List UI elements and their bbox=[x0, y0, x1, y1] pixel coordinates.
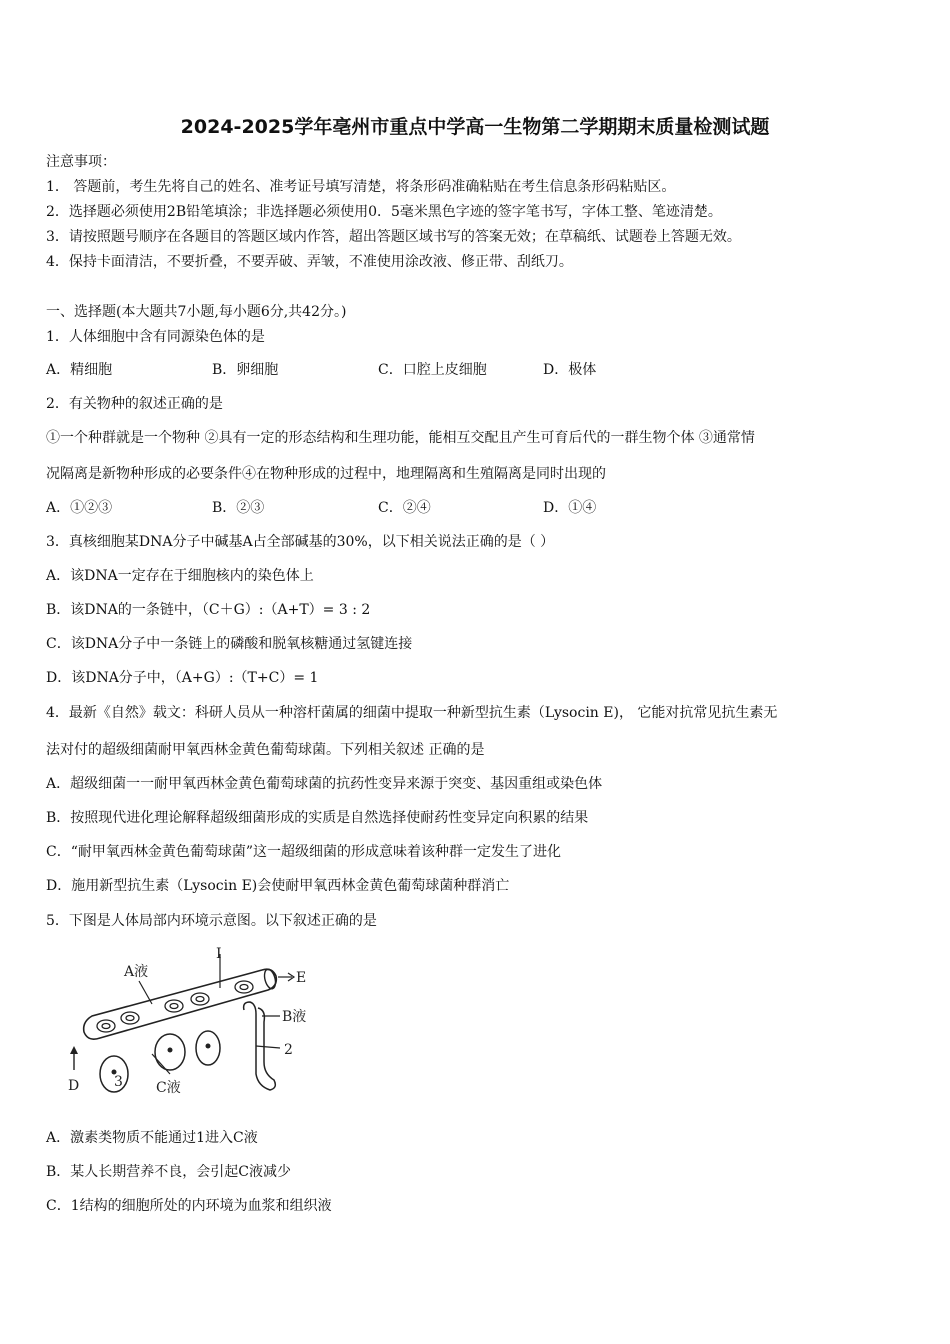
note-item: 1． 答题前，考生先将自己的姓名、准考证号填写清楚，将条形码准确粘贴在考生信息条形码粘贴区。 bbox=[46, 179, 676, 195]
question-2-statements-2: 况隔离是新物种形成的必要条件④在物种形成的过程中，地理隔离和生殖隔离是同时出现的 bbox=[46, 466, 606, 482]
label-e: E bbox=[296, 970, 307, 986]
notes-heading: 注意事项： bbox=[46, 154, 116, 170]
q4-option-b: B．按照现代进化理论解释超级细菌形成的实质是自然选择使耐药性变异定向积累的结果 bbox=[46, 810, 589, 826]
section-heading: 一、选择题(本大题共7小题,每小题6分,共42分。) bbox=[46, 304, 347, 320]
label-3: 3 bbox=[114, 1074, 123, 1090]
label-c-fluid: C液 bbox=[156, 1080, 181, 1096]
q1-option-d: D．极体 bbox=[543, 362, 597, 378]
q3-option-b: B．该DNA的一条链中，（C＋G）:（A+T）= 3 : 2 bbox=[46, 602, 371, 618]
label-b-fluid: B液 bbox=[282, 1009, 307, 1025]
red-blood-cells bbox=[97, 981, 253, 1032]
q4-option-a: A．超级细菌一一耐甲氧西林金黄色葡萄球菌的抗药性变异来源于突变、基因重组或染色体 bbox=[46, 776, 603, 792]
question-1-stem: 1．人体细胞中含有同源染色体的是 bbox=[46, 329, 265, 345]
label-a-fluid: A液 bbox=[124, 964, 149, 980]
q5-option-a: A．激素类物质不能通过1进入C液 bbox=[46, 1130, 258, 1146]
capillary-opening bbox=[263, 968, 278, 990]
question-2-stem: 2．有关物种的叙述正确的是 bbox=[46, 396, 223, 412]
question-4-stem: 4．最新《自然》载文：科研人员从一种溶杆菌属的细菌中提取一种新型抗生素（Lysocin E)， 它能对抗常见抗生素无 bbox=[46, 705, 778, 721]
label-i: I bbox=[216, 946, 222, 962]
note-item: 2．选择题必须使用2B铅笔填涂；非选择题必须使用0．5毫米黑色字迹的签字笔书写，字体工整、笔迹清楚。 bbox=[46, 204, 722, 220]
q2-option-b: B．②③ bbox=[212, 500, 265, 516]
q2-option-a: A．①②③ bbox=[46, 500, 113, 516]
label-d: D bbox=[68, 1078, 80, 1094]
page-title: 2024-2025学年亳州市重点中学高一生物第二学期期末质量检测试题 bbox=[180, 116, 770, 138]
q1-option-c: C．口腔上皮细胞 bbox=[378, 362, 487, 378]
q4-option-c: C．“耐甲氧西林金黄色葡萄球菌”这一超级细菌的形成意味着该种群一定发生了进化 bbox=[46, 844, 562, 860]
capillary-vessel bbox=[84, 969, 277, 1039]
q2-option-c: C．②④ bbox=[378, 500, 431, 516]
note-item: 3．请按照题号顺序在各题目的答题区域内作答，超出答题区域书写的答案无效；在草稿纸、试题卷上答题无效。 bbox=[46, 229, 741, 245]
q1-option-b: B．卵细胞 bbox=[212, 362, 279, 378]
internal-environment-diagram bbox=[44, 944, 334, 1102]
q3-option-c: C．该DNA分子中一条链上的磷酸和脱氧核糖通过氢键连接 bbox=[46, 636, 413, 652]
q3-option-a: A．该DNA一定存在于细胞核内的染色体上 bbox=[46, 568, 314, 584]
question-4-stem-cont: 法对付的超级细菌耐甲氧西林金黄色葡萄球菌。下列相关叙述 正确的是 bbox=[46, 742, 485, 758]
q5-option-c: C．1结构的细胞所处的内环境为血浆和组织液 bbox=[46, 1198, 332, 1214]
q5-option-b: B．某人长期营养不良，会引起C液减少 bbox=[46, 1164, 291, 1180]
q2-option-d: D．①④ bbox=[543, 500, 597, 516]
q3-option-d: D．该DNA分子中，（A+G）:（T+C）= 1 bbox=[46, 670, 319, 686]
note-item: 4．保持卡面清洁，不要折叠，不要弄破、弄皱，不准使用涂改液、修正带、刮纸刀。 bbox=[46, 254, 573, 270]
q4-option-d: D．施用新型抗生素（Lysocin E)会使耐甲氧西林金黄色葡萄球菌种群消亡 bbox=[46, 878, 510, 894]
question-2-statements-1: ①一个种群就是一个物种 ②具有一定的形态结构和生理功能，能相互交配且产生可育后代的一群生物个体 ③通常情 bbox=[46, 430, 755, 446]
q1-option-a: A．精细胞 bbox=[46, 362, 113, 378]
label-2: 2 bbox=[284, 1042, 293, 1058]
question-5-stem: 5．下图是人体局部内环境示意图。以下叙述正确的是 bbox=[46, 913, 377, 929]
question-3-stem: 3．真核细胞某DNA分子中碱基A占全部碱基的30%，以下相关说法正确的是（ ） bbox=[46, 534, 555, 550]
